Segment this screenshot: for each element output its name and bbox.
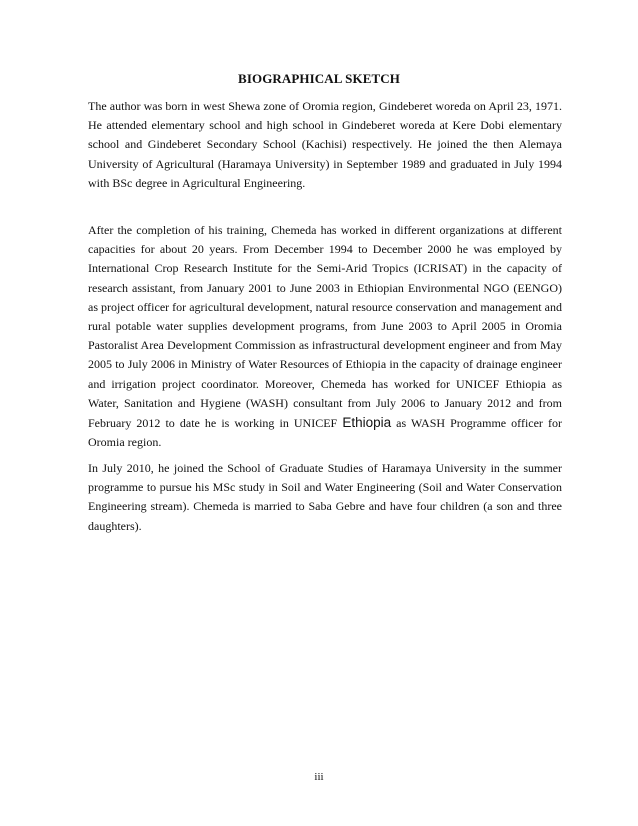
career-text-emphasis: Ethiopia xyxy=(342,415,392,431)
paragraph-graduate-studies: In July 2010, he joined the School of Graduate Studies of Haramaya University in the summer programme to pursue his MSc study in Soil and Water Engineering (Soil and Water Conservation Engineering stream). Chemeda is married to Saba Gebre and have four children (a son and three daughters). xyxy=(88,461,562,533)
page-number: iii xyxy=(314,771,324,783)
page-title: BIOGRAPHICAL SKETCH xyxy=(238,71,400,86)
career-text-end: as WASH Programme officer for Oromia region. xyxy=(88,416,562,450)
paragraph-birth-education: The author was born in west Shewa zone of Oromia region, Gindeberet woreda on April 23, 1971. He attended elementary school and high school in Gindeberet woreda at Kere Dobi elementary school and Gindeberet Secondary School (Kachisi) respectively. He joined the then Alemaya University of Agricultural (Haramaya University) in September 1989 and graduated in July 1994 with BSc degree in Agricultural Engineering. xyxy=(88,99,562,190)
paragraph-career xyxy=(88,221,562,452)
career-text-start: After the completion of his training, Chemeda has worked in different organizations at different capacities for about 20 years. From December 1994 to December 2000 he was employed by International Crop Research Institute for the Semi-Arid Tropics (ICRISAT) in the capacity of research assistant, from January 2001 to June 2003 in Ethiopian Environmental NGO (EENGO) as project officer for agricultural development, natural resource conservation and management and rural potable water supplies development programs, from June 2003 to April 2005 in Oromia Pastoralist Area Development Commission as infrastructural development engineer and from May 2005 to July 2006 in Ministry of Water Resources of Ethiopia in the capacity of drainage engineer and irrigation project coordinator. Moreover, Chemeda has worked for UNICEF Ethiopia as Water, Sanitation and Hygiene (WASH) consultant from July 2006 to January 2012 and from February 2012 to date he is working in UNICEF xyxy=(88,223,562,431)
